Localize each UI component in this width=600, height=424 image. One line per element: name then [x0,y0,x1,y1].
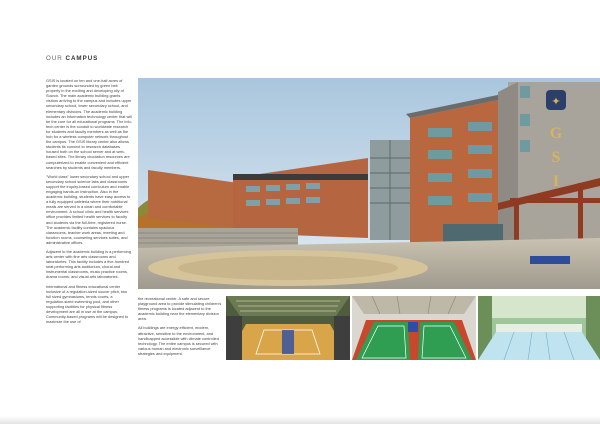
bench [530,256,570,264]
photo-swimming-pool [478,296,600,360]
courtyard-inner [178,256,398,280]
building-sign: G S I [549,125,563,190]
middle-roof [233,174,368,180]
gymnasium-illustration [226,296,350,360]
hero-photo-campus-building [138,78,600,289]
continued-column [138,296,222,360]
main-brick-block [410,98,508,246]
heading-prefix: OUR [46,55,63,62]
crest-mark: ✦ [551,96,561,108]
intro-paragraph-4: International and fitness educational center inclusive of a regulation-sized soccer pitch, two full sized gymnasiums, tennis courts, a regulation-sized swimming pool, and other supporting facilities for physical fitness development are all in use at the campus. Community-based programs will be designed to maximize the use of [46,283,129,325]
tower-windows [520,86,530,152]
photo-tennis-courts [352,296,476,360]
intro-paragraph-1: GSIS is located on ten and one-half acres of garden grounds surrounded by green belt property in the exciting and developing city of Suwon. The main academic building grants visitors arriving to the campus and includes upper secondary school, lower secondary school, and elementary divisions. The academic building includes an information technology center that will be the core for all educational programs. The info-tech center is the conduit to worldwide research for students and faculty members as well as the hub for a wireless computer network throughout the campus. The GSIS library center also allows students its connect to research databases housed both on the school server and at web-based sites. The library circulation resources are computerized to enable convenient and efficient searches by students and faculty members. [46,78,133,170]
photo-gymnasium [226,296,350,360]
heading-title: CAMPUS [65,55,99,62]
campus-building-illustration [138,78,600,289]
page-bottom-edge [0,416,600,424]
tennis-courts-illustration [352,296,476,360]
intro-paragraph-3: Adjacent to the academic building is a performing arts center with fine arts classrooms and laboratories. This facility includes a five-hundred seat performing arts auditorium, choral and instrumental classrooms, music practice rooms, drama rooms, and visual arts laboratories. [46,249,131,280]
continued-paragraph-2: All buildings are energy efficient, modern, attractive, sensitive to the environment, and handicapped accessible with climate controlled technology. The entire campus is secured with various human and electronic surveillance strategies and equipment. [138,325,219,356]
intro-paragraph-2: "World class" lower secondary school and upper secondary school science labs and classrooms support the inquiry-based curriculum and enable engaging hands-on instruction. Also in the academic building, students have easy access to a fully equipped cafeteria where their nutritional meals are served in a clean and comfortable environment. A school clinic and health services office provides limited health services to faculty and students via the full-time, registered nurse. The academic facility contains spacious classrooms, teacher work areas, meeting and function rooms, counseling services suites, and administrative offices. [46,173,131,245]
intro-column [46,78,132,328]
section-heading [46,55,98,62]
continued-paragraph-1: the recreational center. A safe and secure playground area to provide stimulating children's fitness programs is located adjacent to the academic building near the elementary division area. [138,296,222,322]
swimming-pool-illustration [478,296,600,360]
